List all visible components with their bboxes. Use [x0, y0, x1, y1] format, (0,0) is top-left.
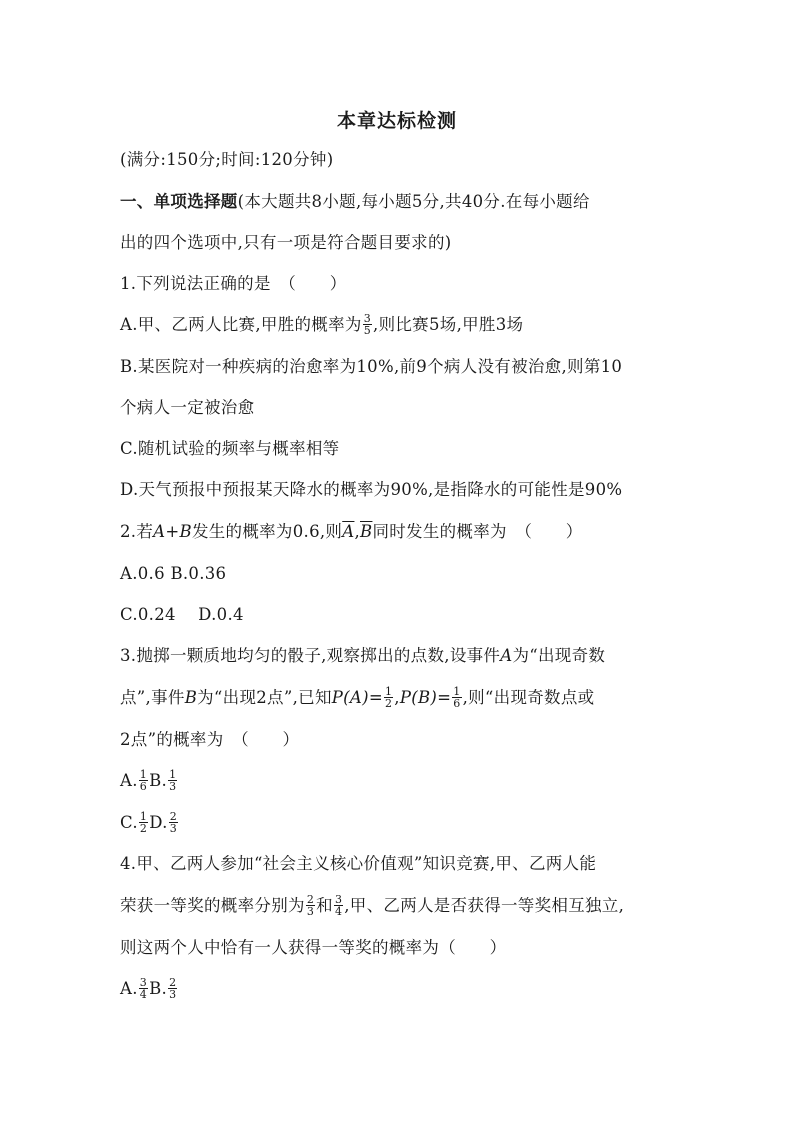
q4-stem-line1: 4.甲、乙两人参加“社会主义核心价值观”知识竞赛,甲、乙两人能 — [120, 854, 597, 873]
section-heading: 一、单项选择题 — [120, 192, 238, 211]
q4-options-ab: A. $\frac{3}{4}$ B. $\frac{2}{3}$ — [120, 976, 177, 1001]
q4-stem-line2: 荣获一等奖的概率分别为 $\frac{2}{3}$ 和 $\frac{3}{4}$ ,甲、乙两人是否获得一等奖相互独立, — [120, 893, 625, 918]
q1-stem: 1.下列说法正确的是 （ ） — [120, 274, 347, 293]
q1-option-b-cont: 个病人一定被治愈 — [120, 398, 255, 417]
b-complement: $\overline{B}$ — [360, 522, 373, 541]
q1-option-a: A.甲、乙两人比赛,甲胜的概率为 $\frac{3}{5}$ ,则比赛5场,甲胜3场 — [120, 312, 524, 337]
q1-option-c: C.随机试验的频率与概率相等 — [120, 439, 340, 458]
q3-options-ab: A. $\frac{1}{6}$ B. $\frac{1}{3}$ — [120, 768, 177, 793]
page-title: 本章达标检测 — [336, 110, 457, 132]
a-complement: $\overline{A}$ — [342, 522, 355, 541]
q3-options-cd: C. $\frac{1}{2}$ D. $\frac{2}{3}$ — [120, 810, 178, 835]
q2-options-cd: C.0.24 D.0.4 — [120, 605, 244, 624]
q1-option-b: B.某医院对一种疾病的治愈率为10%,前9个病人没有被治愈,则第10 — [120, 357, 623, 376]
q3-stem-line2: 点”,事件B为“出现2点”,已知P(A)= $\frac{1}{2}$ ,P(B)= $\frac{1}{6}$ ,则“出现奇数点或 — [120, 685, 595, 710]
fraction: $\frac{3}{5}$ — [363, 312, 372, 337]
section-note: (本大题共8小题,每小题5分,共40分.在每小题给 — [237, 192, 590, 211]
q2-stem: 2.若A+B发生的概率为0.6,则$\overline{A},\overline{B}$同时发生的概率为 （ ） — [120, 522, 583, 541]
q2-options-ab: A.0.6 B.0.36 — [120, 564, 227, 583]
q3-stem-line3: 2点”的概率为 （ ） — [120, 730, 300, 749]
fraction: $\frac{1}{6}$ — [453, 685, 461, 710]
q4-stem-line3: 则这两个人中恰有一人获得一等奖的概率为（ ） — [120, 938, 507, 957]
score-time-info: (满分:150分;时间:120分钟) — [120, 150, 334, 169]
section-heading-line — [120, 191, 590, 213]
q1-option-d: D.天气预报中预报某天降水的概率为90%,是指降水的可能性是90% — [120, 480, 623, 499]
section-note-cont: 出的四个选项中,只有一项是符合题目要求的) — [120, 233, 452, 252]
q3-stem-line1: 3.抛掷一颗质地均匀的骰子,观察掷出的点数,设事件A为“出现奇数 — [120, 646, 606, 665]
fraction: $\frac{1}{2}$ — [384, 685, 393, 710]
